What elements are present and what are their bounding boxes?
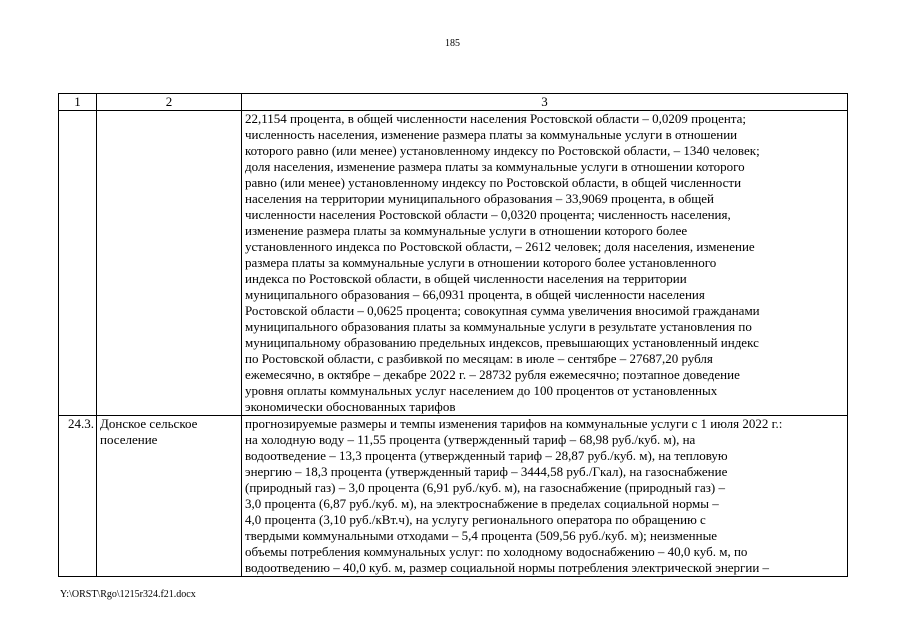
document-table [58,93,848,577]
page-number: 185 [445,38,460,49]
table-row [59,416,848,577]
text-line: численности населения Ростовской области – 0,0320 процента; численность населения, [245,207,731,222]
text-line: муниципальному образованию предельных индексов, превышающих установленный индекс [245,335,759,350]
text-line: энергию – 18,3 процента (утвержденный тариф – 3444,58 руб./Гкал), на газоснабжение [245,464,728,479]
text-line: ежемесячно, в октябре – декабре 2022 г. – 28732 рубля ежемесячно; поэтапное доведение [245,367,740,382]
table-header-row [59,94,848,111]
text-line: установленного индекса по Ростовской области, – 2612 человек; доля населения, изменение [245,239,755,254]
row-number [59,111,97,416]
row-text [242,111,848,416]
text-line: по Ростовской области, с разбивкой по месяцам: в июле – сентябре – 27687,20 рубля [245,351,713,366]
column-header-2: 2 [97,94,242,111]
table-row [59,111,848,416]
text-line: которого равно (или менее) установленному индексу по Ростовской области, – 1340 человек; [245,143,760,158]
row-name [97,111,242,416]
text-line: твердыми коммунальными отходами – 5,4 процента (509,56 руб./куб. м); неизменные [245,528,718,543]
text-line: доля населения, изменение размера платы за коммунальные услуги в отношении которого [245,159,745,174]
text-line: 22,1154 процента, в общей численности населения Ростовской области – 0,0209 процента; [245,111,747,126]
column-header-1: 1 [59,94,97,111]
text-line: изменение размера платы за коммунальные услуги в отношении которого более [245,223,688,238]
text-line: равно (или менее) установленному индексу по Ростовской области, в общей численности [245,175,742,190]
text-line: населения на территории муниципального образования – 33,9069 процента, в общей [245,191,714,206]
text-line: водоотведение – 13,3 процента (утвержденный тариф – 28,87 руб./куб. м), на тепловую [245,448,728,463]
row-name: Донское сельское поселение [97,416,242,577]
text-line: (природный газ) – 3,0 процента (6,91 руб./куб. м), на газоснабжение (природный газ) – [245,480,726,495]
text-line: 4,0 процента (3,10 руб./кВт.ч), на услугу регионального оператора по обращению с [245,512,706,527]
text-line: численность населения, изменение размера платы за коммунальные услуги в отношении [245,127,738,142]
text-line: муниципального образования платы за коммунальные услуги в результате установления по [245,319,752,334]
text-line: индекса по Ростовской области, в общей численности населения на территории [245,271,687,286]
row-number: 24.3. [59,416,97,577]
text-line: на холодную воду – 11,55 процента (утвержденный тариф – 68,98 руб./куб. м), на [245,432,696,447]
text-line: водоотведению – 40,0 куб. м, размер социальной нормы потребления электрической энергии – [245,560,770,575]
row-text [242,416,848,577]
text-line: Ростовской области – 0,0625 процента; совокупная сумма увеличения вносимой гражданами [245,303,760,318]
file-path-footer: Y:\ORST\Rgo\1215r324.f21.docx [60,589,196,600]
text-line: уровня оплаты коммунальных услуг населением до 100 процентов от установленных [245,383,718,398]
text-line: объемы потребления коммунальных услуг: по холодному водоснабжению – 40,0 куб. м, по [245,544,748,559]
text-line: экономически обоснованных тарифов [245,399,456,414]
text-line: муниципального образования – 66,0931 процента, в общей численности населения [245,287,705,302]
text-line: 3,0 процента (6,87 руб./куб. м), на электроснабжение в пределах социальной нормы – [245,496,719,511]
column-header-3: 3 [242,94,848,111]
text-line: прогнозируемые размеры и темпы изменения тарифов на коммунальные услуги с 1 июля 2022 г.: [245,416,783,431]
text-line: размера платы за коммунальные услуги в отношении которого более установленного [245,255,717,270]
